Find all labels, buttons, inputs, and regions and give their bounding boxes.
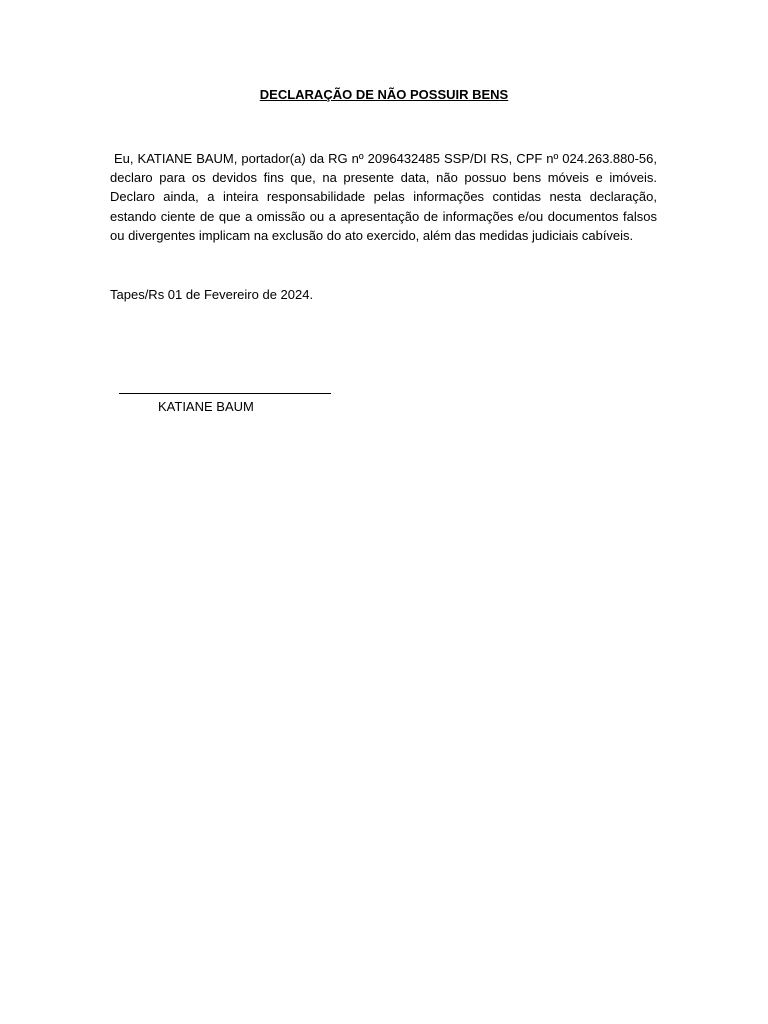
signature-line <box>119 393 331 394</box>
declaration-body: Eu, KATIANE BAUM, portador(a) da RG nº 2096432485 SSP/DI RS, CPF nº 024.263.880-56, declaro para os devidos fins que, na presente data, não possuo bens móveis e imóveis. Declaro ainda, a inteira responsabilidade pelas informações contidas nesta declaração, estando ciente de que a omissão ou a apresentação de informações e/ou documentos falsos ou divergentes implicam na exclusão do ato exercido, além das medidas judiciais cabíveis. <box>110 151 657 243</box>
signature-name: KATIANE BAUM <box>158 399 254 414</box>
document-title: DECLARAÇÃO DE NÃO POSSUIR BENS <box>259 87 509 102</box>
date-place-line: Tapes/Rs 01 de Fevereiro de 2024. <box>110 287 314 302</box>
